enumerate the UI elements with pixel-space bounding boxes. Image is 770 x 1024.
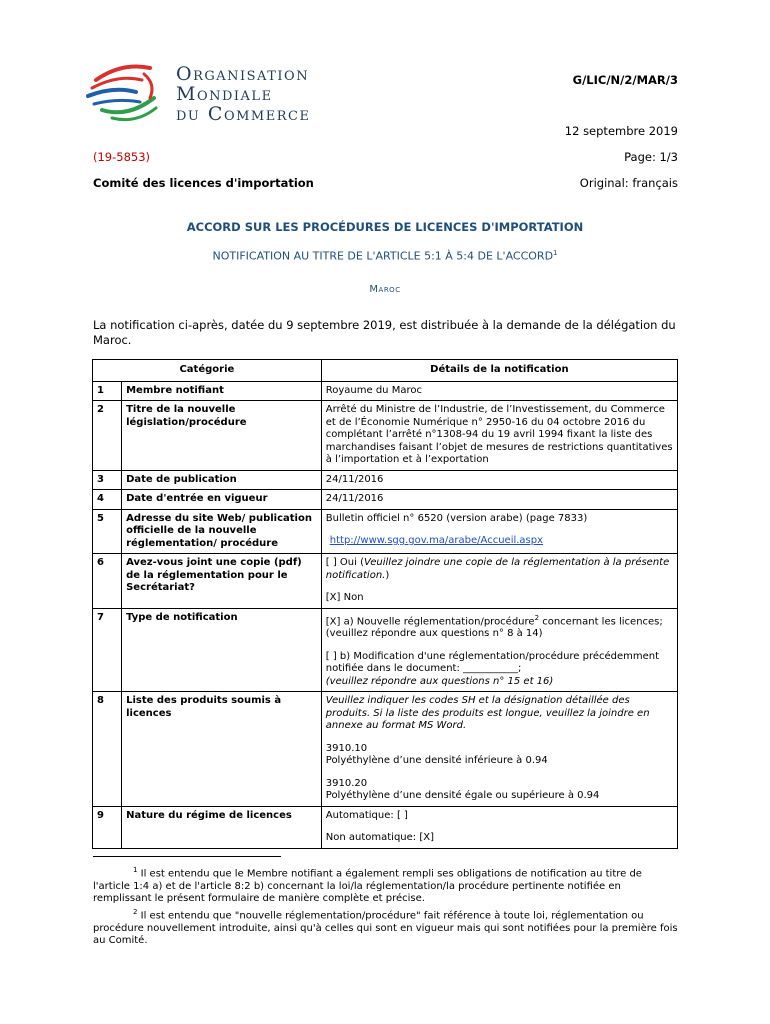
table-row: [93, 554, 678, 609]
footnote-ref-1[interactable]: 1: [553, 249, 558, 257]
page-indicator: Page: 1/3: [624, 150, 678, 164]
footnote-2: [93, 906, 678, 948]
option-modification: [326, 651, 673, 689]
table-row: [93, 490, 678, 510]
footnote-mark: 1: [133, 866, 138, 874]
row-category: Adresse du site Web/ publication officielle de la nouvelle réglementation/ procédure: [122, 509, 322, 554]
footnote-ref-2[interactable]: 2: [534, 613, 540, 622]
table-row: [93, 381, 678, 401]
document-symbol: G/LIC/N/2/MAR/3: [572, 73, 678, 87]
product-description: Polyéthylène d’une densité inférieure à 0.94: [325, 755, 548, 767]
row-details: [321, 509, 677, 554]
table-row: [93, 608, 678, 692]
notification-table: [92, 359, 678, 849]
table-header-row: [93, 360, 678, 382]
table-row: [93, 692, 678, 807]
row-number: 1: [93, 381, 122, 401]
products-instruction: Veuillez indiquer les codes SH et la désignation détaillée des produits. Si la liste des produits est longue, veuillez la joindre en annexe au format MS Word.: [325, 695, 650, 732]
product-item: [326, 778, 673, 803]
option-non-automatic: Non automatique: [X]: [325, 832, 434, 844]
row-number: 4: [93, 490, 122, 510]
hs-code: 3910.20: [325, 777, 368, 789]
table-row: [93, 470, 678, 490]
org-line-1: Organisation: [176, 63, 310, 85]
document-date: 12 septembre 2019: [564, 124, 678, 138]
row-details: 24/11/2016: [321, 490, 677, 510]
row-category: Date d'entrée en vigueur: [122, 490, 322, 510]
table-row: [93, 509, 678, 554]
org-line-2: Mondiale: [176, 83, 273, 105]
row-category: Type de notification: [122, 608, 322, 692]
original-language: Original: français: [579, 176, 678, 190]
row-category: Membre notifiant: [122, 381, 322, 401]
product-item: [326, 743, 673, 768]
row-number: 5: [93, 509, 122, 554]
footnote-separator: [93, 856, 281, 857]
option-automatic: Automatique: [ ]: [325, 809, 408, 821]
row-category: Titre de la nouvelle législation/procédure: [122, 401, 322, 471]
footnote-text: Il est entendu que le Membre notifiant a également rempli ses obligations de notification au titre de l'article 1:4 a) et de l'article 8:2 b) concernant la loi/la réglementation/la procédure pertinente notifiée en remplissant le présent formulaire de manière complète et précise.: [93, 868, 642, 905]
official-website-link[interactable]: http://www.sgg.gov.ma/arabe/Accueil.aspx: [329, 535, 544, 546]
option-modification-text: [ ] b) Modification d'une réglementation/procédure précédemment notifiée dans le document: ___________;: [325, 650, 660, 675]
hs-code: 3910.10: [325, 742, 368, 754]
footnote-mark: 2: [133, 907, 138, 916]
footnotes: [93, 864, 678, 948]
option-yes: [326, 557, 673, 582]
row-category: Avez-vous joint une copie (pdf) de la réglementation pour le Secrétariat?: [122, 554, 322, 609]
table-row: [93, 806, 678, 848]
option-new-regulation-rest: concernant les licences; (veuillez répondre aux questions n° 8 à 14): [325, 615, 663, 640]
wto-logo-icon: [84, 58, 164, 128]
row-category: Liste des produits soumis à licences: [122, 692, 322, 807]
row-details: Arrêté du Ministre de l’Industrie, de l’Investissement, du Commerce et de l’Économie Numérique n° 2950-16 du 04 octobre 2016 du complétant l’arrêté n°1308-94 du 19 avril 1994 fixant la liste des marchandises faisant l’objet de mesures de restrictions quantitatives à l’importation et à l’exportation: [321, 401, 677, 471]
row-number: 7: [93, 608, 122, 692]
intro-paragraph: La notification ci-après, datée du 9 septembre 2019, est distribuée à la demande de la délégation du Maroc.: [93, 318, 676, 347]
agreement-title: ACCORD SUR LES PROCÉDURES DE LICENCES D'IMPORTATION: [186, 220, 584, 234]
bulletin-reference: Bulletin officiel n° 6520 (version arabe) (page 7833): [325, 512, 588, 524]
organisation-name: [176, 64, 310, 124]
option-new-regulation: [326, 612, 673, 641]
notification-title: [0, 249, 770, 263]
header-details: Détails de la notification: [321, 360, 677, 382]
row-number: 9: [93, 806, 122, 848]
document-number: (19-5853): [93, 150, 151, 164]
header-category: Catégorie: [93, 360, 322, 382]
table-row: [93, 401, 678, 471]
row-number: 6: [93, 554, 122, 609]
row-details: [321, 692, 677, 807]
row-number: 2: [93, 401, 122, 471]
member-country: Maroc: [369, 284, 401, 295]
option-modification-instruction: (veuillez répondre aux questions n° 15 et 16): [325, 675, 554, 687]
row-details: [321, 806, 677, 848]
row-category: Date de publication: [122, 470, 322, 490]
row-number: 8: [93, 692, 122, 807]
row-category: Nature du régime de licences: [122, 806, 322, 848]
product-description: Polyéthylène d’une densité égale ou supérieure à 0.94: [325, 790, 600, 802]
row-details: Royaume du Maroc: [321, 381, 677, 401]
option-yes-instruction: Veuillez joindre une copie de la réglementation à la présente notification.: [325, 557, 670, 581]
option-new-regulation-text: [X] a) Nouvelle réglementation/procédure: [325, 615, 535, 627]
row-details: [321, 554, 677, 609]
row-details: 24/11/2016: [321, 470, 677, 490]
committee-name: Comité des licences d'importation: [93, 176, 314, 190]
notification-title-text: NOTIFICATION AU TITRE DE L'ARTICLE 5:1 À 5:4 DE L'ACCORD: [212, 249, 554, 263]
row-number: 3: [93, 470, 122, 490]
org-line-3: du Commerce: [176, 103, 311, 125]
option-yes-close: ): [385, 569, 390, 581]
row-details: [321, 608, 677, 692]
option-no: [X] Non: [325, 592, 364, 603]
footnote-1: [93, 864, 678, 906]
footnote-text: Il est entendu que "nouvelle réglementation/procédure" fait référence à toute loi, réglementation ou procédure nouvellement introduite, ainsi qu'à celles qui sont en vigueur mais qui sont notifiées pour la première fois au Comité.: [93, 910, 678, 947]
option-yes-checkbox: [ ] Oui (: [325, 557, 364, 568]
